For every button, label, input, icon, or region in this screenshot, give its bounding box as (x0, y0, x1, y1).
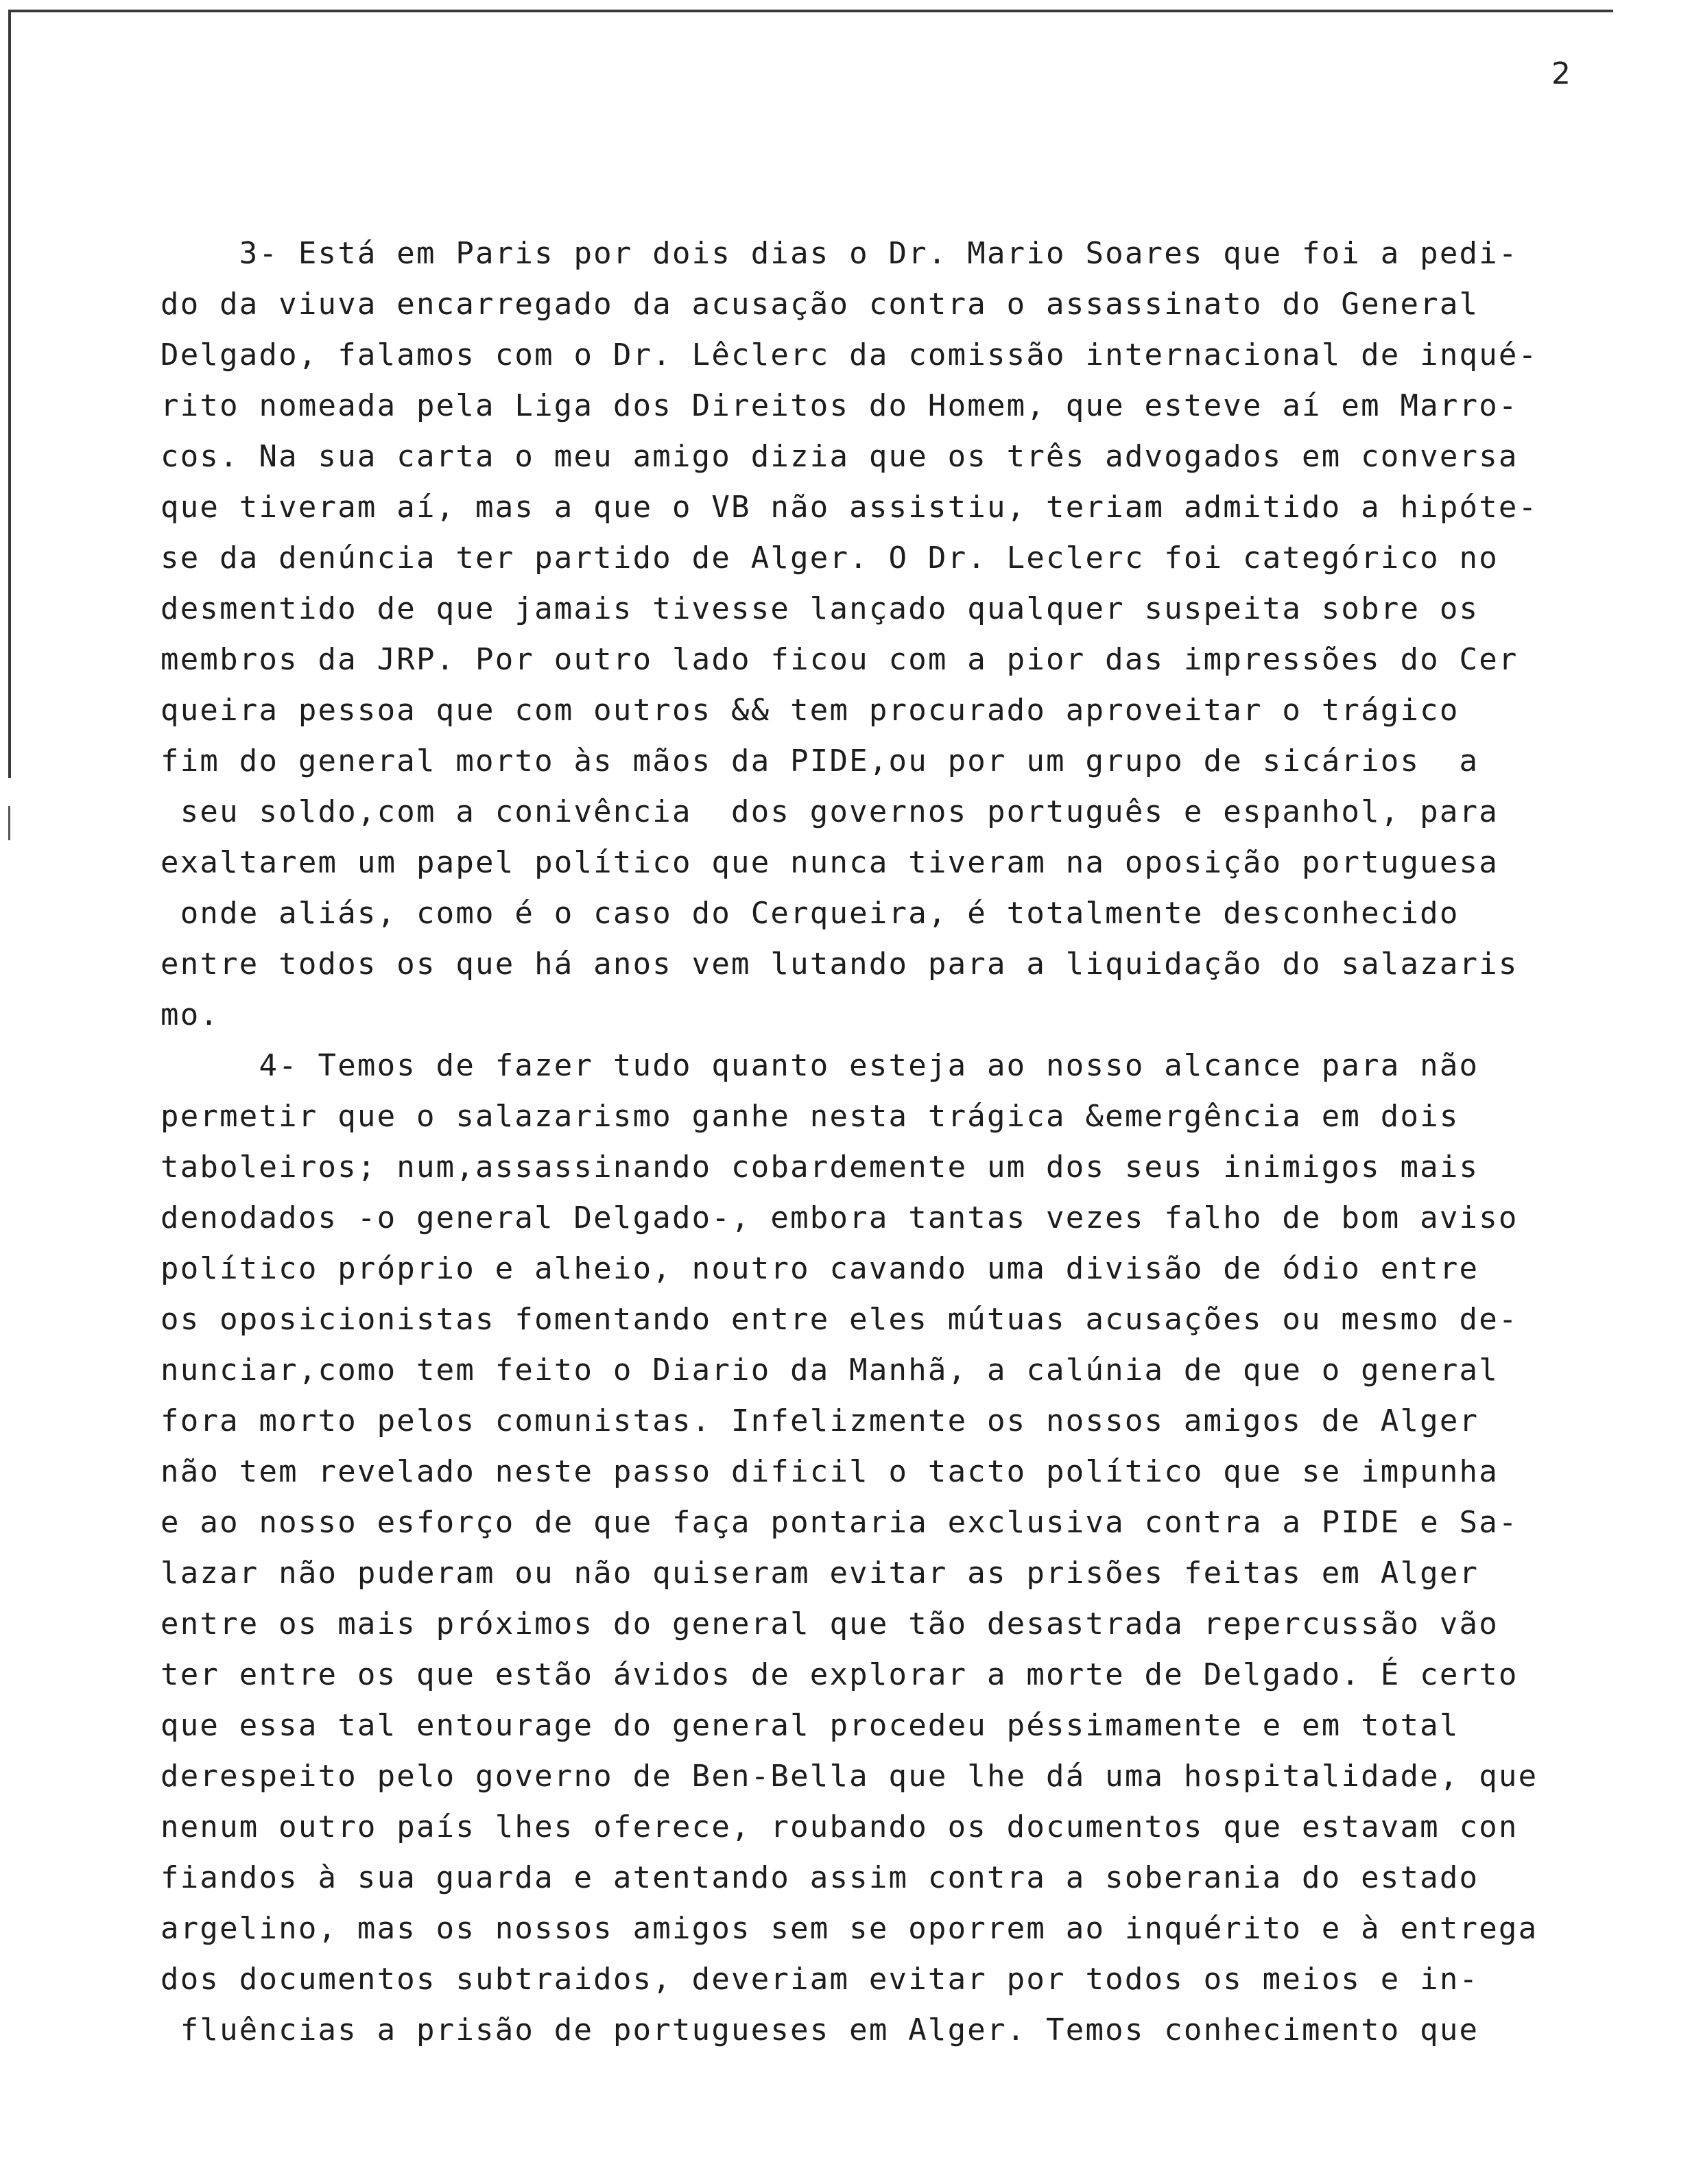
text-line: dos documentos subtraidos, deveriam evitar por todos os meios e in- (160, 1962, 1479, 1997)
text-line: permetir que o salazarismo ganhe nesta trágica &emergência em dois (160, 1099, 1460, 1134)
text-line: do da viuva encarregado da acusação contra o assassinato do General (160, 287, 1479, 322)
text-line: lazar não puderam ou não quiseram evitar as prisões feitas em Alger (160, 1556, 1479, 1591)
text-line: onde aliás, como é o caso do Cerqueira, é totalmente desconhecido (160, 896, 1460, 931)
page-number: 2 (1551, 56, 1571, 91)
text-line: fluências a prisão de portugueses em Alger. Temos conhecimento que (160, 2013, 1479, 2048)
text-line: exaltarem um papel político que nunca tiveram na oposição portuguesa (160, 845, 1499, 880)
text-line: rito nomeada pela Liga dos Direitos do Homem, que esteve aí em Marro- (160, 388, 1519, 423)
text-line: político próprio e alheio, noutro cavando uma divisão de ódio entre (160, 1251, 1479, 1286)
text-line: seu soldo,com a conivência dos governos português e espanhol, para (160, 794, 1499, 829)
text-line: 4- Temos de fazer tudo quanto esteja ao nosso alcance para não (160, 1048, 1479, 1083)
text-line: os oposicionistas fomentando entre eles mútuas acusações ou mesmo de- (160, 1302, 1519, 1337)
text-line: mo. (160, 997, 220, 1032)
text-line: cos. Na sua carta o meu amigo dizia que os três advogados em conversa (160, 439, 1519, 474)
text-line: se da denúncia ter partido de Alger. O Dr. Leclerc foi categórico no (160, 541, 1499, 575)
text-line: Delgado, falamos com o Dr. Lêclerc da comissão internacional de inqué- (160, 337, 1538, 372)
text-line: queira pessoa que com outros && tem procurado aproveitar o trágico (160, 693, 1460, 728)
text-line: taboleiros; num,assassinando cobardemente um dos seus inimigos mais (160, 1150, 1479, 1185)
text-line: entre todos os que há anos vem lutando para a liquidação do salazaris (160, 947, 1519, 982)
text-line: denodados -o general Delgado-, embora tantas vezes falho de bom aviso (160, 1200, 1519, 1235)
text-line: nenum outro país lhes oferece, roubando os documentos que estavam con (160, 1809, 1519, 1844)
text-line: 3- Está em Paris por dois dias o Dr. Mario Soares que foi a pedi- (160, 236, 1519, 271)
text-line: que tiveram aí, mas a que o VB não assistiu, teriam admitido a hipóte- (160, 490, 1538, 525)
page-left-edge (8, 10, 11, 778)
page-top-edge (8, 10, 1613, 12)
text-line: entre os mais próximos do general que tão desastrada repercussão vão (160, 1606, 1499, 1641)
text-line: nunciar,como tem feito o Diario da Manhã, a calúnia de que o general (160, 1353, 1499, 1388)
text-line: argelino, mas os nossos amigos sem se oporrem ao inquérito e à entrega (160, 1911, 1538, 1946)
text-line: derespeito pelo governo de Ben-Bella que lhe dá uma hospitalidade, que (160, 1759, 1538, 1794)
text-line: que essa tal entourage do general procedeu péssimamente e em total (160, 1708, 1460, 1743)
text-line: e ao nosso esforço de que faça pontaria exclusiva contra a PIDE e Sa- (160, 1505, 1519, 1540)
page-left-edge-mark (8, 806, 10, 840)
text-line: fora morto pelos comunistas. Infelizmente os nossos amigos de Alger (160, 1403, 1479, 1438)
text-line: membros da JRP. Por outro lado ficou com a pior das impressões do Cer (160, 642, 1519, 677)
text-line: fim do general morto às mãos da PIDE,ou por um grupo de sicários a (160, 744, 1479, 779)
text-line: desmentido de que jamais tivesse lançado qualquer suspeita sobre os (160, 591, 1479, 626)
text-line: fiandos à sua guarda e atentando assim contra a soberania do estado (160, 1860, 1479, 1895)
text-line: não tem revelado neste passo dificil o tacto político que se impunha (160, 1454, 1499, 1489)
text-line: ter entre os que estão ávidos de explorar a morte de Delgado. É certo (160, 1657, 1519, 1692)
